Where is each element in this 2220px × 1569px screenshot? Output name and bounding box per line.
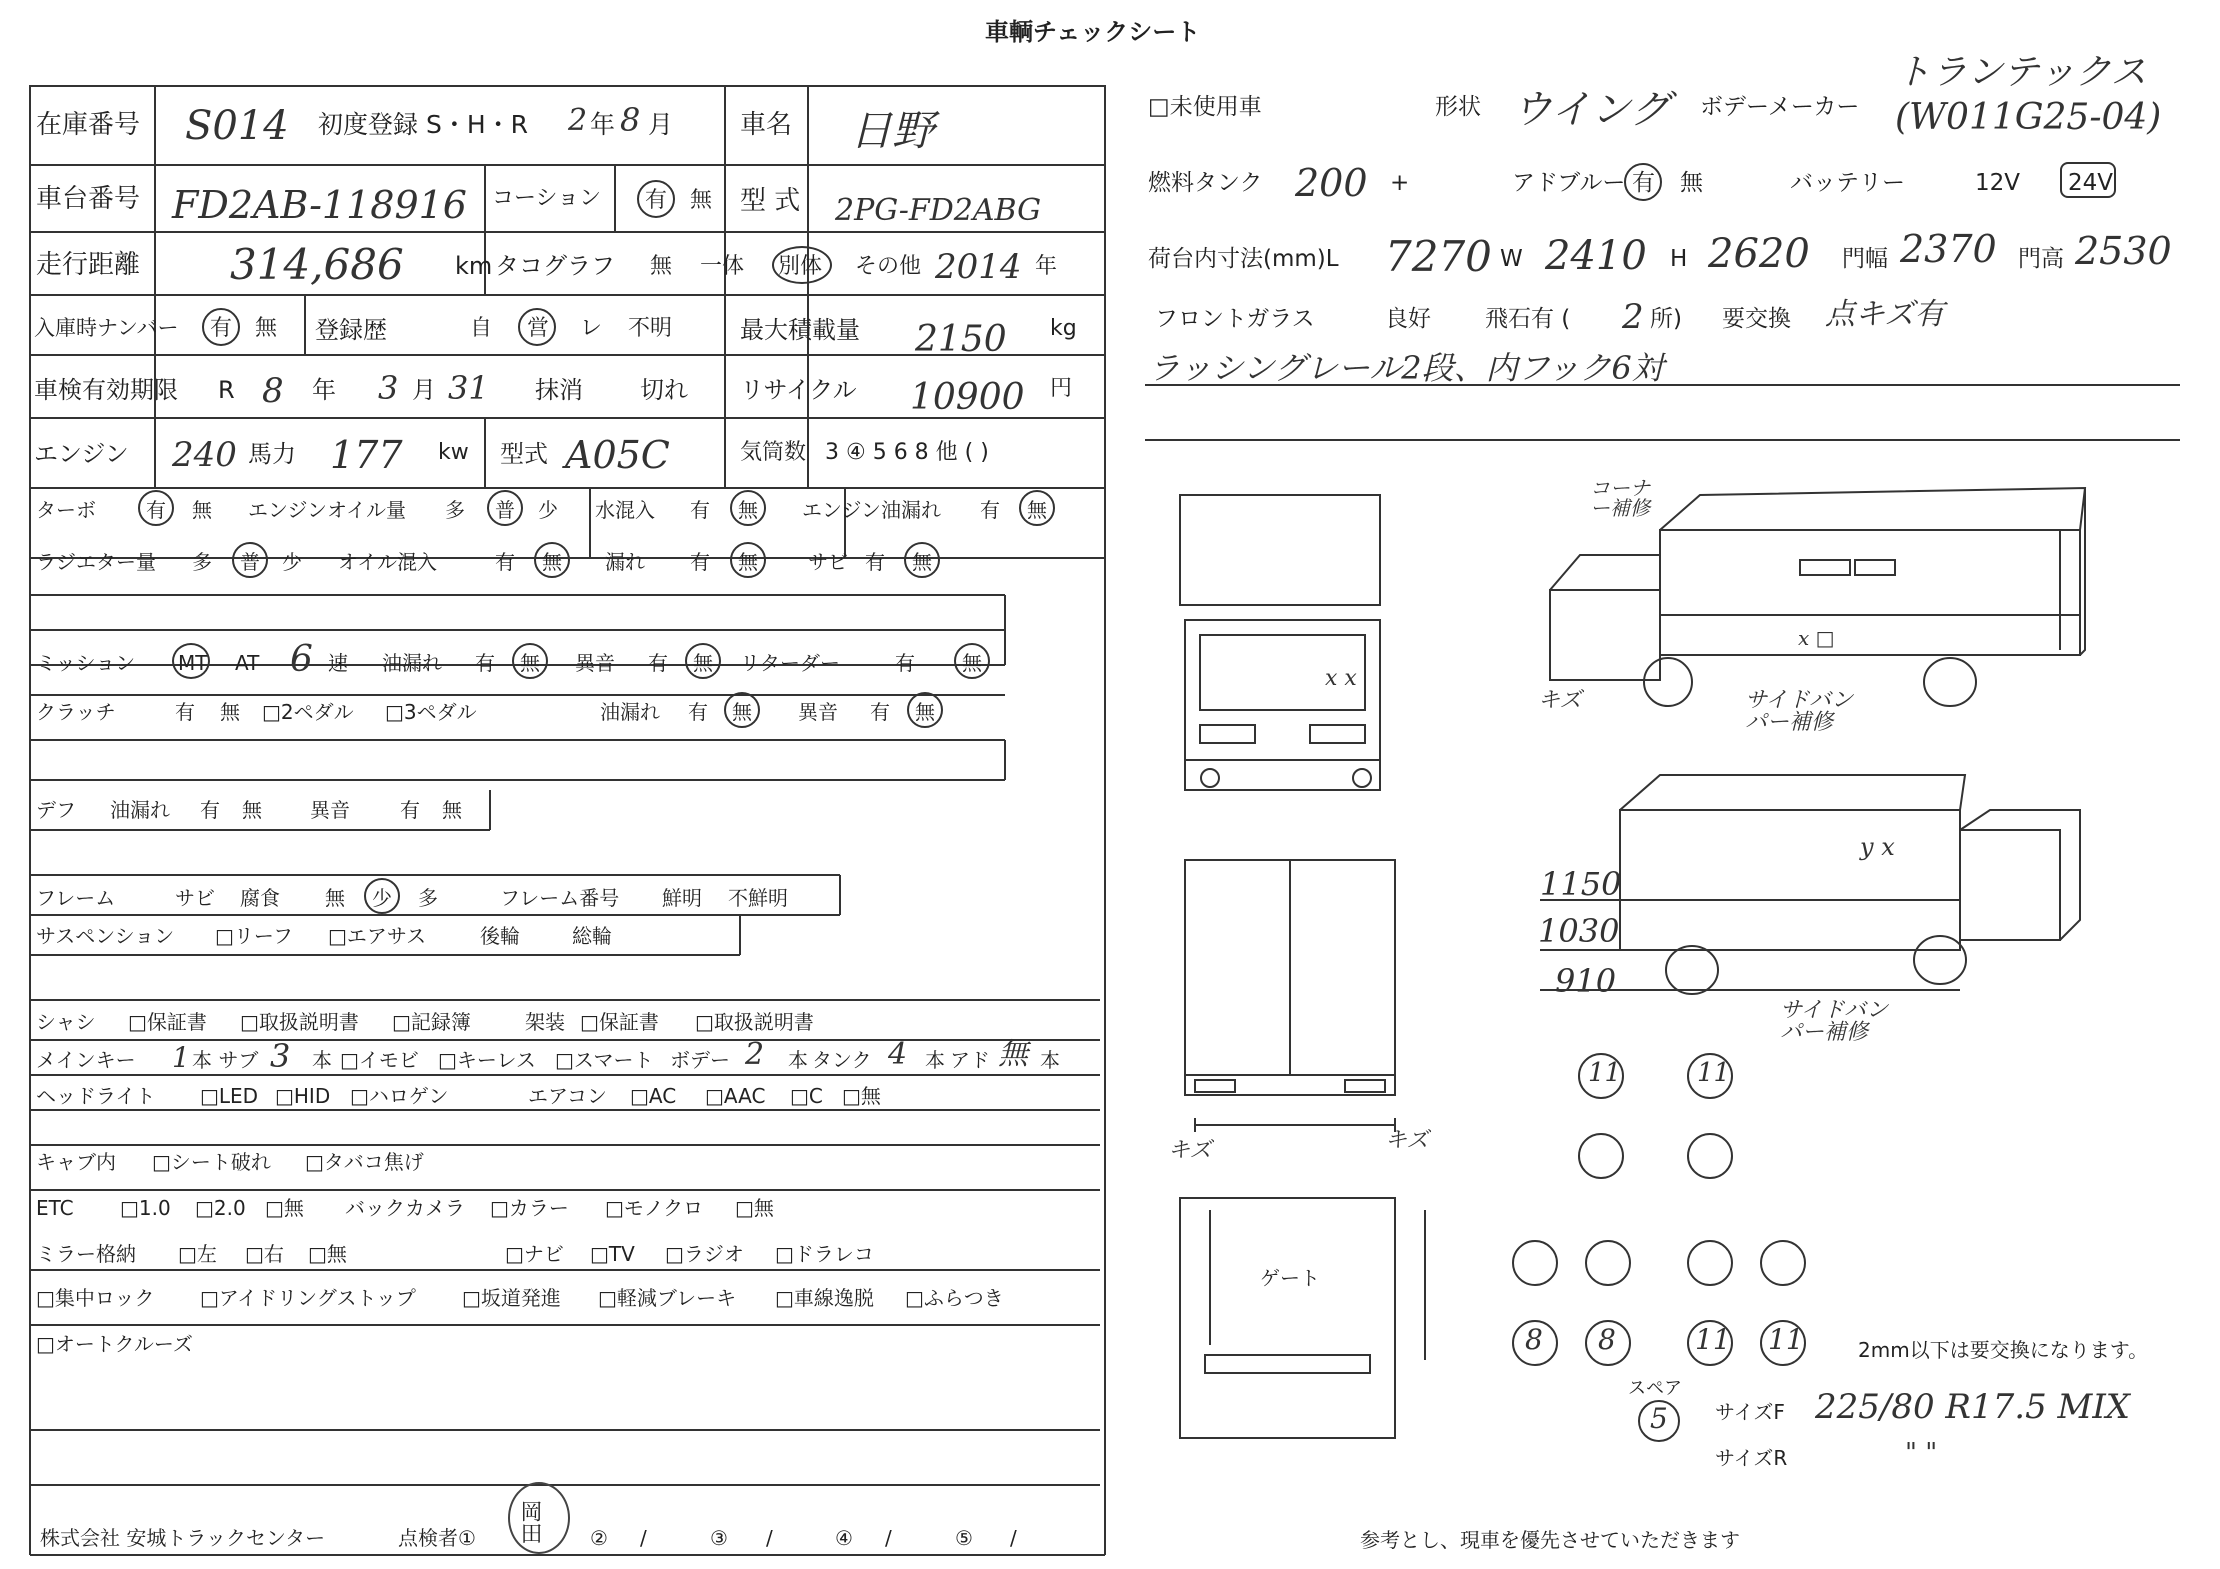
scratch-note-rear-left: キズ: [1168, 1138, 1212, 1163]
history-rental: レ: [580, 316, 603, 341]
suspension-label: サスペンション: [36, 924, 175, 948]
radiator-many: 多: [192, 550, 212, 574]
leak-yes: 有: [690, 550, 710, 574]
opt-central-lock: □集中ロック: [36, 1286, 155, 1310]
opt-auto-cruise: □オートクルーズ: [36, 1332, 193, 1356]
first-reg-month-unit: 月: [648, 110, 674, 139]
radiator-few: 少: [282, 550, 302, 574]
mirror-label: ミラー格納: [36, 1242, 136, 1266]
battery-24v: 24V: [2068, 170, 2114, 196]
opt-brake-assist: □軽減ブレーキ: [598, 1286, 737, 1310]
tire-rear-2: [1585, 1240, 1631, 1286]
sub-key-unit: 本: [312, 1048, 332, 1072]
suspension-leaf: □リーフ: [215, 924, 293, 948]
coating-no: 無: [690, 188, 713, 213]
turbo-label: ターボ: [36, 498, 96, 522]
frame-label: フレーム: [36, 886, 116, 910]
chassis-manual: □取扱説明書: [240, 1010, 359, 1034]
plate-yes: 有: [210, 316, 233, 341]
rust-yes: 有: [865, 550, 885, 574]
cab-label: キャブ内: [36, 1150, 116, 1174]
tacho-year: 2014: [935, 247, 1022, 287]
door-width-label: 門幅: [1842, 246, 1888, 272]
height-1030: 1030: [1538, 912, 1620, 950]
smart-key: □スマート: [555, 1048, 654, 1072]
cab-tobacco: □タバコ焦げ: [305, 1150, 424, 1174]
aircon-label: エアコン: [528, 1084, 607, 1108]
mission-noise-no-circle: [685, 643, 721, 679]
history-business: 営: [527, 316, 550, 341]
rust-label: サビ: [808, 550, 848, 574]
size-front-value: 225/80 R17.5 MIX: [1815, 1387, 2130, 1427]
opt-wobble: □ふらつき: [905, 1286, 1004, 1310]
battery-label: バッテリー: [1790, 170, 1905, 196]
etc-none: □無: [265, 1196, 304, 1220]
load-value: 2150: [915, 319, 1007, 360]
size-rear-label: サイズR: [1715, 1446, 1788, 1470]
plate-yes-circle: [202, 308, 240, 346]
slot-3-sep: /: [766, 1526, 773, 1550]
sub-key-text: 本 サブ: [192, 1048, 259, 1072]
etc-label: ETC: [36, 1196, 74, 1220]
frame-rust: サビ: [175, 886, 215, 910]
tire-rear-6-depth: 8: [1598, 1323, 1616, 1356]
headlight-hid: □HID: [275, 1084, 331, 1108]
disclaimer: 参考とし、現車を優先させていただきます: [1360, 1528, 1740, 1552]
adblue-yes-circle: [1624, 163, 1662, 201]
mission-noise: 異音: [575, 651, 615, 675]
side-bumper-note-1: サイドバンパー補修: [1745, 688, 1854, 735]
turbo-no: 無: [192, 498, 212, 522]
inspection-day: 31: [448, 369, 489, 407]
frame-corrosion: 腐食: [240, 886, 280, 910]
mark-front-xx: x x: [1325, 666, 1357, 691]
body-warranty: □保証書: [580, 1010, 659, 1034]
type-label: 型 式: [740, 186, 801, 216]
dims-width: 2410: [1545, 233, 1647, 279]
inspection-label: 車検有効期限: [34, 376, 178, 404]
dims-h-label: H: [1670, 246, 1688, 272]
history-own: 自: [470, 316, 493, 341]
replace-label: 要交換: [1722, 306, 1791, 332]
front-glass-good: 良好: [1385, 306, 1431, 332]
battery-12v: 12V: [1975, 170, 2021, 196]
adblue-key-unit: 本: [1040, 1048, 1060, 1072]
chassis-record: □記録簿: [392, 1010, 471, 1034]
replace-note: 点キズ有: [1825, 297, 1945, 332]
body-key-count: 2: [745, 1037, 765, 1072]
water-mix-no: 無: [738, 498, 758, 522]
gate-label: ゲート: [1260, 1266, 1320, 1290]
slot-5: ⑤: [955, 1526, 973, 1550]
inspection-month: 3: [378, 369, 399, 407]
tire-rear-8-depth: 11: [1768, 1323, 1804, 1356]
scratch-note-rear-right: キズ: [1385, 1128, 1429, 1153]
recycle-unit: 円: [1050, 376, 1073, 401]
front-glass-label: フロントガラス: [1155, 306, 1315, 332]
engine-model-label: 型式: [500, 440, 548, 468]
height-1150: 1150: [1540, 865, 1622, 903]
car-name-label: 車名: [740, 110, 793, 140]
camera-color: □カラー: [490, 1196, 569, 1220]
unused-vehicle: □未使用車: [1148, 94, 1262, 120]
plate-no: 無: [255, 316, 278, 341]
engine-oil-leak-yes: 有: [980, 498, 1000, 522]
door-height: 2530: [2075, 229, 2172, 273]
immobilizer: □イモビ: [340, 1048, 419, 1072]
tacho-separate: 別体: [778, 254, 823, 279]
inspection-month-unit: 月: [412, 376, 436, 404]
first-reg-year: 2: [568, 103, 588, 138]
retarder-no: 無: [962, 651, 982, 675]
coating-yes: 有: [645, 188, 668, 213]
diff-oil-yes: 有: [200, 798, 220, 822]
corner-repair-note: コーナー補修: [1590, 476, 1650, 520]
fuel-tank-label: 燃料タンク: [1148, 170, 1263, 196]
body-maker-code: (W011G25-04): [1895, 97, 2162, 138]
chassis-number: FD2AB-118916: [172, 183, 467, 227]
radiator-normal-circle: [232, 542, 268, 578]
mark-box-y: y x: [1860, 833, 1895, 861]
clutch-oil-yes: 有: [688, 700, 708, 724]
diff-oil-leak: 油漏れ: [110, 798, 170, 822]
retarder-yes: 有: [895, 651, 915, 675]
water-mix-yes: 有: [690, 498, 710, 522]
tire-mid-right: [1687, 1133, 1733, 1179]
adblue-label: アドブルー: [1512, 170, 1626, 196]
mission-gears: 6: [290, 639, 313, 680]
retarder-no-circle: [954, 643, 990, 679]
adblue-key-label: アド: [950, 1048, 990, 1072]
plate-label: 入庫時ナンバー: [34, 316, 179, 340]
inspector-label: 点検者①: [398, 1526, 476, 1550]
body-note: ラッシングレール2段、内フック6対: [1148, 349, 1664, 387]
dims-label: 荷台内寸法(mm)L: [1148, 246, 1339, 272]
first-reg-year-unit: 年: [590, 110, 616, 139]
tire-front-right-depth: 11: [1697, 1058, 1731, 1088]
type-value: 2PG-FD2ABG: [835, 193, 1042, 228]
mission-oil-no-circle: [512, 643, 548, 679]
spare-tire-depth: 5: [1650, 1402, 1668, 1435]
rust-no-circle: [904, 542, 940, 578]
cylinder-options: 3 ④ 5 6 8 他 ( ): [825, 440, 989, 465]
opt-hill-start: □坂道発進: [462, 1286, 561, 1310]
dims-w-label: W: [1500, 246, 1523, 272]
engine-label: エンジン: [34, 440, 129, 468]
chassis-docs-label: シャシ: [36, 1010, 96, 1034]
tire-replace-note: 2mm以下は要交換になります。: [1858, 1338, 2149, 1362]
height-910: 910: [1555, 962, 1617, 1000]
tv-option: □TV: [590, 1242, 635, 1266]
mission-mt: MT: [178, 651, 208, 675]
engine-oil-leak-label: エンジン油漏れ: [802, 498, 941, 522]
opt-idle-stop: □アイドリングストップ: [200, 1286, 416, 1310]
fuel-tank-plus: +: [1390, 170, 1410, 196]
clutch-yes: 有: [175, 700, 195, 724]
oil-mix-no: 無: [542, 550, 562, 574]
main-key-count: 1: [172, 1041, 190, 1074]
aircon-none: □無: [842, 1084, 881, 1108]
retarder-label: リターダー: [740, 651, 840, 675]
opt-lane-departure: □車線逸脱: [775, 1286, 874, 1310]
mirror-right: □右: [245, 1242, 284, 1266]
tacho-year-unit: 年: [1035, 254, 1058, 279]
engine-kw-unit: kw: [438, 440, 469, 465]
size-front-label: サイズF: [1715, 1400, 1785, 1424]
tacho-other: その他: [855, 254, 922, 279]
drarec-option: □ドラレコ: [775, 1242, 874, 1266]
inspection-cancel: 抹消: [535, 376, 583, 404]
keyless: □キーレス: [438, 1048, 536, 1072]
tank-key-unit: 本: [925, 1048, 945, 1072]
suspension-air: □エアサス: [328, 924, 427, 948]
leak-no-circle: [730, 542, 766, 578]
recycle-value: 10900: [910, 377, 1025, 418]
headlight-label: ヘッドライト: [36, 1084, 156, 1108]
mission-oil-no: 無: [520, 651, 540, 675]
tacho-label: タコグラフ: [495, 252, 615, 280]
diff-noise-no: 無: [442, 798, 462, 822]
diff-noise: 異音: [310, 798, 350, 822]
headlight-led: □LED: [200, 1084, 259, 1108]
tire-rear-5-depth: 8: [1525, 1323, 1543, 1356]
clutch-no: 無: [220, 700, 240, 724]
tire-rear-3: [1687, 1240, 1733, 1286]
slot-2-sep: /: [640, 1526, 647, 1550]
engine-oil-leak-no-circle: [1019, 490, 1055, 526]
navi-option: □ナビ: [505, 1242, 564, 1266]
page-title: 車輌チェックシート: [985, 18, 1201, 46]
suspension-all: 総輪: [572, 924, 612, 948]
chip-label: 飛石有 (: [1485, 306, 1571, 332]
mission-mt-circle: [172, 643, 210, 679]
clutch-2pedal: □2ペダル: [262, 700, 354, 724]
radio-option: □ラジオ: [665, 1242, 744, 1266]
body-docs-label: 架装: [525, 1010, 565, 1034]
spare-label: スペア: [1628, 1378, 1682, 1399]
tank-key-count: 4: [888, 1037, 908, 1072]
mission-gear-unit: 速: [328, 651, 348, 675]
oil-level-label: エンジンオイル量: [248, 498, 406, 522]
fuel-tank-value: 200: [1295, 161, 1368, 205]
slot-4: ④: [835, 1526, 853, 1550]
oil-level-many: 多: [445, 498, 465, 522]
recycle-label: リサイクル: [740, 376, 857, 404]
water-mix-no-circle: [730, 490, 766, 526]
door-height-label: 門高: [2018, 246, 2064, 272]
load-unit: kg: [1050, 316, 1077, 341]
side-bumper-note-2: サイドバンパー補修: [1780, 998, 1889, 1045]
clutch-label: クラッチ: [36, 700, 116, 724]
mirror-none: □無: [308, 1242, 347, 1266]
load-label: 最大積載量: [740, 316, 860, 344]
slot-2: ②: [590, 1526, 608, 1550]
slot-4-sep: /: [885, 1526, 892, 1550]
frame-unclear: 不鮮明: [728, 886, 788, 910]
rust-no: 無: [912, 550, 932, 574]
tacho-integral: 一体: [700, 254, 745, 279]
tire-rear-7-depth: 11: [1695, 1323, 1731, 1356]
diff-oil-no: 無: [242, 798, 262, 822]
radiator-normal: 普: [240, 550, 260, 574]
chip-count: 2: [1622, 297, 1644, 337]
frame-number-label: フレーム番号: [500, 886, 620, 910]
history-unknown: 不明: [628, 316, 673, 341]
history-label: 登録歴: [315, 316, 387, 344]
oil-level-few: 少: [538, 498, 558, 522]
engine-hp-label: 馬力: [248, 440, 296, 468]
adblue-key-count: 無: [998, 1037, 1028, 1072]
clutch-oil-no: 無: [732, 700, 752, 724]
slot-3: ③: [710, 1526, 728, 1550]
clutch-oil-leak: 油漏れ: [600, 700, 660, 724]
coating-label: コーション: [492, 186, 602, 211]
suspension-rear: 後輪: [480, 924, 520, 948]
mission-oil-yes: 有: [475, 651, 495, 675]
engine-oil-leak-no: 無: [1027, 498, 1047, 522]
mileage-label: 走行距離: [36, 250, 141, 280]
mission-label: ミッション: [36, 651, 136, 675]
tire-rear-4: [1760, 1240, 1806, 1286]
inspector-stamp-text: 岡田: [517, 1500, 542, 1544]
chassis-warranty: □保証書: [128, 1010, 207, 1034]
mileage-unit: km: [455, 252, 493, 280]
oil-mix-label: オイル混入: [338, 550, 437, 574]
leak-label: 漏れ: [605, 550, 645, 574]
tire-front-left-depth: 11: [1588, 1058, 1622, 1088]
oil-mix-yes: 有: [495, 550, 515, 574]
size-rear-value: " ": [1905, 1438, 1938, 1468]
clutch-noise-yes: 有: [870, 700, 890, 724]
aircon-aac: □AAC: [705, 1084, 766, 1108]
adblue-yes: 有: [1632, 170, 1655, 196]
etc-20: □2.0: [195, 1196, 246, 1220]
tank-key-label: タンク: [812, 1048, 872, 1072]
mileage-value: 314,686: [230, 240, 404, 289]
scratch-note-left: キズ: [1538, 688, 1582, 713]
engine-hp: 240: [172, 435, 237, 475]
water-mix-label: 水混入: [595, 498, 655, 522]
camera-mono: □モノクロ: [605, 1196, 704, 1220]
etc-10: □1.0: [120, 1196, 171, 1220]
oil-level-normal: 普: [495, 498, 515, 522]
clutch-oil-no-circle: [724, 692, 760, 728]
inspection-era: R: [218, 376, 235, 404]
camera-none: □無: [735, 1196, 774, 1220]
frame-clear: 鮮明: [662, 886, 702, 910]
cab-seat: □シート破れ: [152, 1150, 271, 1174]
dims-length: 7270: [1385, 232, 1492, 281]
body-key-label: ボデー: [670, 1048, 730, 1072]
oil-mix-no-circle: [534, 542, 570, 578]
clutch-noise-no: 無: [915, 700, 935, 724]
frame-none: 無: [325, 886, 345, 910]
inspection-year: 8: [262, 371, 284, 411]
mission-noise-yes: 有: [648, 651, 668, 675]
body-maker-label: ボデーメーカー: [1700, 94, 1860, 120]
mirror-left: □左: [178, 1242, 217, 1266]
coating-yes-circle: [637, 180, 675, 218]
battery-24v-circle: [2060, 162, 2116, 198]
shape-value: ウイング: [1512, 87, 1670, 133]
adblue-no: 無: [1680, 170, 1703, 196]
tacho-none: 無: [650, 254, 673, 279]
back-camera-label: バックカメラ: [345, 1196, 465, 1220]
inspection-expired: 切れ: [640, 376, 688, 404]
tire-mid-left: [1578, 1133, 1624, 1179]
frame-few: 少: [372, 886, 392, 910]
frame-many: 多: [418, 886, 438, 910]
dims-height: 2620: [1708, 231, 1810, 277]
main-key-label: メインキー: [36, 1048, 136, 1072]
turbo-yes-circle: [138, 490, 174, 526]
leak-no: 無: [738, 550, 758, 574]
turbo-yes: 有: [146, 498, 166, 522]
chip-unit: 所): [1650, 306, 1682, 332]
radiator-label: ラジエター量: [36, 550, 156, 574]
mission-at: AT: [235, 651, 260, 675]
slot-5-sep: /: [1010, 1526, 1017, 1550]
tacho-separate-circle: [772, 246, 832, 284]
car-name: 日野: [850, 106, 935, 155]
company-name: 株式会社 安城トラックセンター: [40, 1526, 326, 1550]
clutch-noise-no-circle: [907, 692, 943, 728]
clutch-3pedal: □3ペダル: [385, 700, 477, 724]
sub-key-count: 3: [270, 1037, 291, 1075]
mission-oil-leak: 油漏れ: [382, 651, 442, 675]
clutch-noise: 異音: [798, 700, 838, 724]
cylinder-label: 気筒数: [740, 440, 807, 465]
aircon-ac: □AC: [630, 1084, 677, 1108]
first-reg-label: 初度登録 S・H・R: [318, 110, 528, 139]
mission-noise-no: 無: [693, 651, 713, 675]
mark-box-xq: x □: [1798, 626, 1835, 650]
diff-label: デフ: [36, 798, 76, 822]
oil-level-normal-circle: [487, 490, 523, 526]
body-manual: □取扱説明書: [695, 1010, 814, 1034]
body-key-unit: 本: [788, 1048, 808, 1072]
engine-kw: 177: [330, 433, 403, 477]
engine-model: A05C: [565, 433, 670, 477]
body-maker: トランテックス: [1895, 52, 2147, 93]
first-reg-month: 8: [620, 101, 641, 139]
shape-label: 形状: [1435, 94, 1481, 120]
inspection-year-unit: 年: [312, 376, 336, 404]
diff-noise-yes: 有: [400, 798, 420, 822]
headlight-halogen: □ハロゲン: [350, 1084, 449, 1108]
stock-label: 在庫番号: [36, 110, 141, 140]
chassis-label: 車台番号: [36, 184, 141, 214]
aircon-c: □C: [790, 1084, 823, 1108]
tire-rear-1: [1512, 1240, 1558, 1286]
door-width: 2370: [1900, 227, 1997, 271]
frame-few-circle: [364, 878, 400, 914]
history-business-circle: [518, 308, 556, 346]
stock-number: S014: [185, 103, 289, 149]
